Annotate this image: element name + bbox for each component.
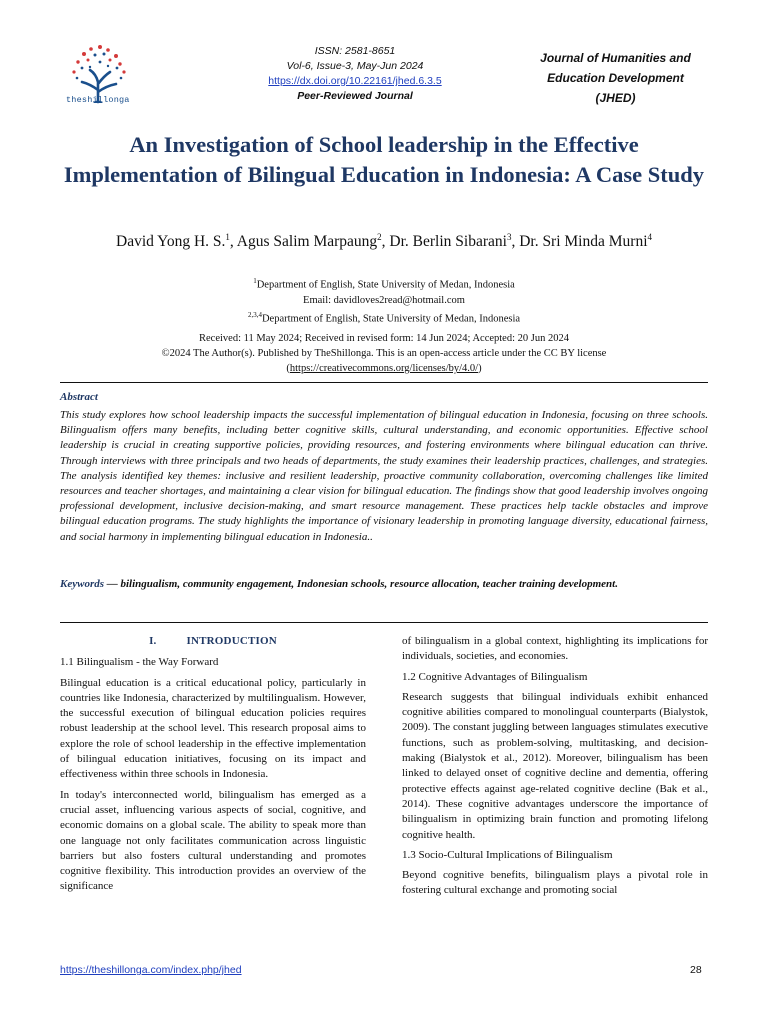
author-name: David Yong H. S.: [116, 233, 226, 251]
journal-name-line3: (JHED): [595, 91, 636, 105]
journal-url-link[interactable]: https://theshillonga.com/index.php/jhed: [60, 964, 242, 976]
journal-name: [528, 48, 703, 108]
author-email: Email: davidloves2read@hotmail.com: [303, 294, 465, 306]
volume-issue: Vol-6, Issue-3, May-Jun 2024: [286, 60, 424, 72]
divider: [60, 622, 708, 623]
abstract-heading: Abstract: [60, 391, 98, 403]
author-list: [40, 232, 728, 251]
author-affiliation-sup: 2: [377, 232, 382, 242]
subsection-heading: 1.2 Cognitive Advantages of Bilingualism: [402, 670, 588, 683]
divider: [60, 382, 708, 383]
author-name: Dr. Berlin Sibarani: [389, 233, 507, 251]
paragraph: Bilingual education is a critical educational policy, particularly in countries like Indonesia, characterized by multilingualism. However, the successful execution of bilingual education policies requires robust leadership at the school level. This research proposal aims to explore the role of school leadership in the effective implementation of bilingual education initiatives, focusing on its impact and effectiveness within three schools in Indonesia.: [60, 676, 366, 781]
subsection-heading: 1.1 Bilingualism - the Way Forward: [60, 656, 219, 669]
affiliation-text: Department of English, State University of Medan, Indonesia: [256, 279, 515, 291]
journal-name-line1: Journal of Humanities and: [540, 51, 691, 65]
author-affiliation-sup: 1: [225, 232, 230, 242]
section-title: INTRODUCTION: [186, 635, 277, 647]
paren: ): [478, 363, 482, 374]
paragraph: Research suggests that bilingual individuals exhibit enhanced cognitive abilities compared to monolingual counterparts (Bialystok, 2009). The constant juggling between languages stimulates executive functions, such as problem-solving, multitasking, and decision-making (Bialystok et al., 2012). Moreover, bilingualism has been linked to delayed onset of cognitive decline and dementia, offering protective effects against age-related cognitive decline (Bak et al., 2014). These cognitive advantages underscore the importance of bilingualism in optimizing brain function and promoting lifelong cognitive health.: [402, 690, 708, 841]
affiliation-2: [100, 308, 668, 327]
paragraph: Beyond cognitive benefits, bilingualism plays a pivotal role in fostering cultural exchange and promoting social: [402, 869, 708, 897]
author-name: Agus Salim Marpaung: [236, 233, 378, 251]
body-column-right: [402, 634, 708, 904]
section-heading: [60, 634, 366, 649]
affiliation-sup: 2,3,4: [247, 310, 262, 319]
subsection-heading: 1.3 Socio-Cultural Implications of Bilingualism: [402, 848, 613, 861]
issue-meta: [240, 44, 470, 104]
author-separator: ,: [381, 233, 390, 251]
abstract-text: This study explores how school leadership impacts the successful implementation of bilingual education in Indonesia, focusing on three schools. Bilingualism offers many benefits, including better cognitive skills, cultural understanding, and economic opportunities. Effective school leadership is crucial in creating supportive policies, providing resources, and fostering environments where bilingual education can thrive. Through interviews with three principals and two heads of departments, the study examines their leadership practices, challenges, and strategies. The analysis identified key themes: inclusive and resilient leadership, proactive community collaboration, overcoming challenges like limited resources and teacher shortages, and maintaining a clear vision for bilingual education. The findings show that good leadership involves ongoing professional development, inclusive decision-making, and smart resource management. These practices help tackle obstacles and improve bilingual education programs. The study highlights the importance of visionary leadership in promoting language diversity, educational fairness, and social harmony in implementing bilingual education in Indonesia..: [60, 409, 708, 543]
received-dates: Received: 11 May 2024; Received in revised form: 14 Jun 2024; Accepted: 20 Jun 2024: [199, 333, 569, 344]
copyright-notice: ©2024 The Author(s). Published by TheShillonga. This is an open-access article under the CC BY license: [161, 348, 607, 359]
article-dates: [80, 331, 688, 376]
logo-text: theshillonga: [66, 95, 130, 105]
page-number: 28: [690, 964, 702, 976]
keywords: [60, 577, 708, 592]
issn: ISSN: 2581-8651: [314, 45, 396, 57]
journal-name-line2: Education Development: [547, 71, 684, 85]
affiliation-text: Department of English, State University of Medan, Indonesia: [261, 313, 521, 324]
author-name: Dr. Sri Minda Murni: [519, 233, 648, 251]
affiliations: [100, 274, 668, 326]
peer-reviewed-label: Peer-Reviewed Journal: [297, 90, 413, 102]
author-separator: ,: [511, 233, 520, 251]
author-separator: ,: [229, 233, 237, 251]
affiliation-1: [100, 274, 668, 293]
doi-link[interactable]: https://dx.doi.org/10.22161/jhed.6.3.5: [268, 75, 442, 87]
paren: (: [286, 363, 290, 374]
paragraph: of bilingualism in a global context, highlighting its implications for individuals, societies, and economies.: [402, 635, 708, 663]
keywords-label: Keywords: [60, 578, 104, 590]
affiliation-sup: 1: [253, 277, 257, 285]
section-number: I.: [149, 635, 157, 647]
paper-title: An Investigation of School leadership in the Effective Implementation of Bilingual Education in Indonesia: A Case Study: [63, 132, 705, 187]
keywords-list: — bilingualism, community engagement, Indonesian schools, resource allocation, teacher training development.: [104, 578, 618, 590]
author-affiliation-sup: 4: [647, 232, 652, 242]
license-link[interactable]: https://creativecommons.org/licenses/by/4.0/: [289, 363, 479, 374]
author-affiliation-sup: 3: [506, 232, 512, 242]
paragraph: In today's interconnected world, bilingualism has emerged as a crucial asset, influencing various aspects of social, cognitive, and economic domains on a global scale. The ability to speak more than one language not only facilitates communication across linguistic barriers but also fosters cultural understanding and promotes cognitive flexibility. This introduction provides an overview of the significance: [60, 788, 366, 893]
body-column-left: [60, 634, 366, 900]
